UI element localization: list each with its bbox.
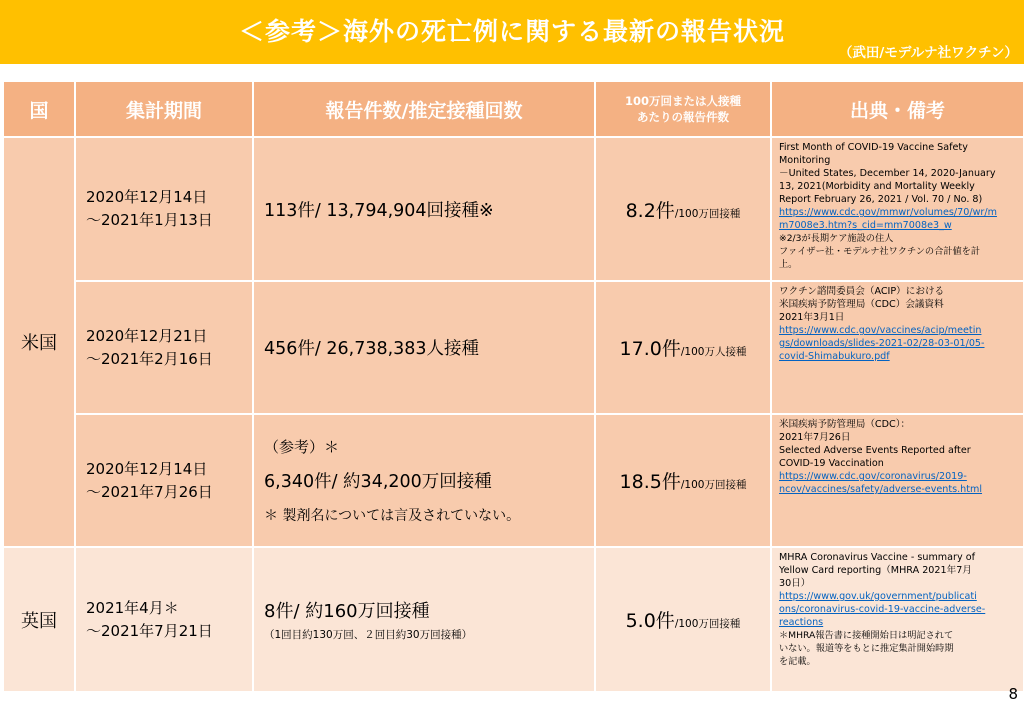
source-link[interactable]: https://www.gov.uk/government/publicati [779, 591, 977, 602]
source-link[interactable]: ncov/vaccines/safety/adverse-events.html [779, 484, 983, 495]
table-row-us-2 [3, 281, 1024, 414]
rate-unit: /100万回接種 [680, 479, 747, 491]
reference-count: 6,340件/ 約34,200万回接種 [264, 472, 492, 492]
report-table [2, 80, 1024, 693]
source-text: Report February 26, 2021 / Vol. 70 / No. 8) [779, 194, 983, 205]
reference-label: （参考）＊ [264, 438, 340, 456]
country-uk: 英国 [3, 547, 75, 692]
period-cell [75, 281, 253, 414]
period-end: ～2021年7月21日 [86, 621, 213, 640]
source-text: －United States, December 14, 2020-January [779, 168, 996, 179]
source-text: Selected Adverse Events Reported after [779, 445, 971, 456]
count-cell [253, 414, 595, 547]
period-end: ～2021年7月26日 [86, 482, 213, 501]
source-text: First Month of COVID-19 Vaccine Safety [779, 142, 968, 153]
rate-value: 17.0件 [619, 338, 681, 360]
header-count: 報告件数/推定接種回数 [253, 81, 595, 137]
rate-unit: /100万回接種 [674, 618, 741, 630]
table-row-uk [3, 547, 1024, 692]
source-text: Monitoring [779, 155, 831, 166]
period-end: ～2021年1月13日 [86, 211, 213, 229]
source-note: いない。報道等をもとに推定集計開始時期 [779, 643, 954, 654]
rate-value: 5.0件 [625, 610, 675, 632]
source-note: ファイザー社・モデルナ社ワクチンの合計値を計 [779, 246, 981, 257]
source-text: 2021年3月1日 [779, 312, 845, 323]
source-text: ワクチン諮問委員会（ACIP）における [779, 286, 945, 297]
header-source: 出典・備考 [771, 81, 1024, 137]
count-cell [253, 547, 595, 692]
rate-unit: /100万人接種 [680, 346, 747, 358]
source-text: 30日） [779, 578, 811, 589]
period-end: ～2021年2月16日 [86, 349, 213, 368]
rate-value: 8.2件 [625, 199, 675, 222]
period-cell [75, 137, 253, 281]
source-cell [771, 281, 1024, 414]
header-period: 集計期間 [75, 81, 253, 137]
source-text: 米国疾病予防管理局（CDC）会議資料 [779, 299, 944, 310]
rate-cell [595, 281, 771, 414]
source-note: ※2/3が長期ケア施設の住人 [779, 233, 894, 244]
source-link[interactable]: https://www.cdc.gov/coronavirus/2019- [779, 471, 967, 482]
source-note: 上。 [779, 259, 798, 270]
page-title: ＜参考＞海外の死亡例に関する最新の報告状況 [238, 17, 785, 46]
header-rate [595, 81, 771, 137]
table-row-us-3 [3, 414, 1024, 547]
reference-note: ＊ 製剤名については言及されていない。 [264, 508, 521, 524]
period-cell [75, 547, 253, 692]
source-text: 2021年7月26日 [779, 432, 851, 443]
source-link[interactable]: reactions [779, 617, 824, 628]
source-text: 13, 2021(Morbidity and Mortality Weekly [779, 181, 975, 192]
source-cell [771, 547, 1024, 692]
rate-cell [595, 137, 771, 281]
count-cell: 113件/ 13,794,904回接種※ [253, 137, 595, 281]
table-row-us-1 [3, 137, 1024, 281]
source-link[interactable]: https://www.cdc.gov/mmwr/volumes/70/wr/m [779, 207, 997, 218]
header-rate-line2: あたりの報告件数 [637, 110, 729, 124]
period-start: 2021年4月＊ [86, 598, 179, 617]
source-text: COVID-19 Vaccination [779, 458, 884, 469]
page-number: 8 [1008, 685, 1018, 703]
source-link[interactable]: ons/coronavirus-covid-19-vaccine-adverse- [779, 604, 986, 615]
period-start: 2020年12月21日 [86, 326, 208, 345]
period-cell [75, 414, 253, 547]
header-country: 国 [3, 81, 75, 137]
rate-value: 18.5件 [619, 471, 681, 493]
source-text: 米国疾病予防管理局（CDC）： [779, 419, 911, 430]
rate-cell [595, 414, 771, 547]
source-link[interactable]: https://www.cdc.gov/vaccines/acip/meetin [779, 325, 982, 336]
source-link[interactable]: m7008e3.htm?s_cid=mm7008e3_w [779, 220, 952, 231]
header-rate-line1: 100万回または人接種 [624, 94, 741, 108]
source-note: ＊MHRA報告書に接種開始日は明記されて [779, 630, 954, 641]
period-start: 2020年12月14日 [86, 459, 208, 478]
period-start: 2020年12月14日 [86, 188, 208, 206]
header-row [3, 81, 1024, 137]
source-text: Yellow Card reporting（MHRA 2021年7月 [779, 565, 972, 576]
source-cell [771, 414, 1024, 547]
source-cell [771, 137, 1024, 281]
count-main: 8件/ 約160万回接種 [264, 601, 430, 622]
source-note: を記載。 [779, 656, 816, 667]
rate-cell [595, 547, 771, 692]
country-us: 米国 [3, 137, 75, 547]
source-link[interactable]: gs/downloads/slides-2021-02/28-03-01/05- [779, 338, 985, 349]
source-link[interactable]: covid-Shimabukuro.pdf [779, 351, 890, 362]
rate-unit: /100万回接種 [674, 207, 741, 220]
count-detail: （1回目約130万回、２回目約30万回接種） [264, 629, 473, 641]
title-banner [0, 0, 1024, 64]
page-subtitle: （武田/モデルナ社ワクチン） [838, 45, 1018, 61]
count-cell: 456件/ 26,738,383人接種 [253, 281, 595, 414]
source-text: MHRA Coronavirus Vaccine - summary of [779, 552, 975, 563]
